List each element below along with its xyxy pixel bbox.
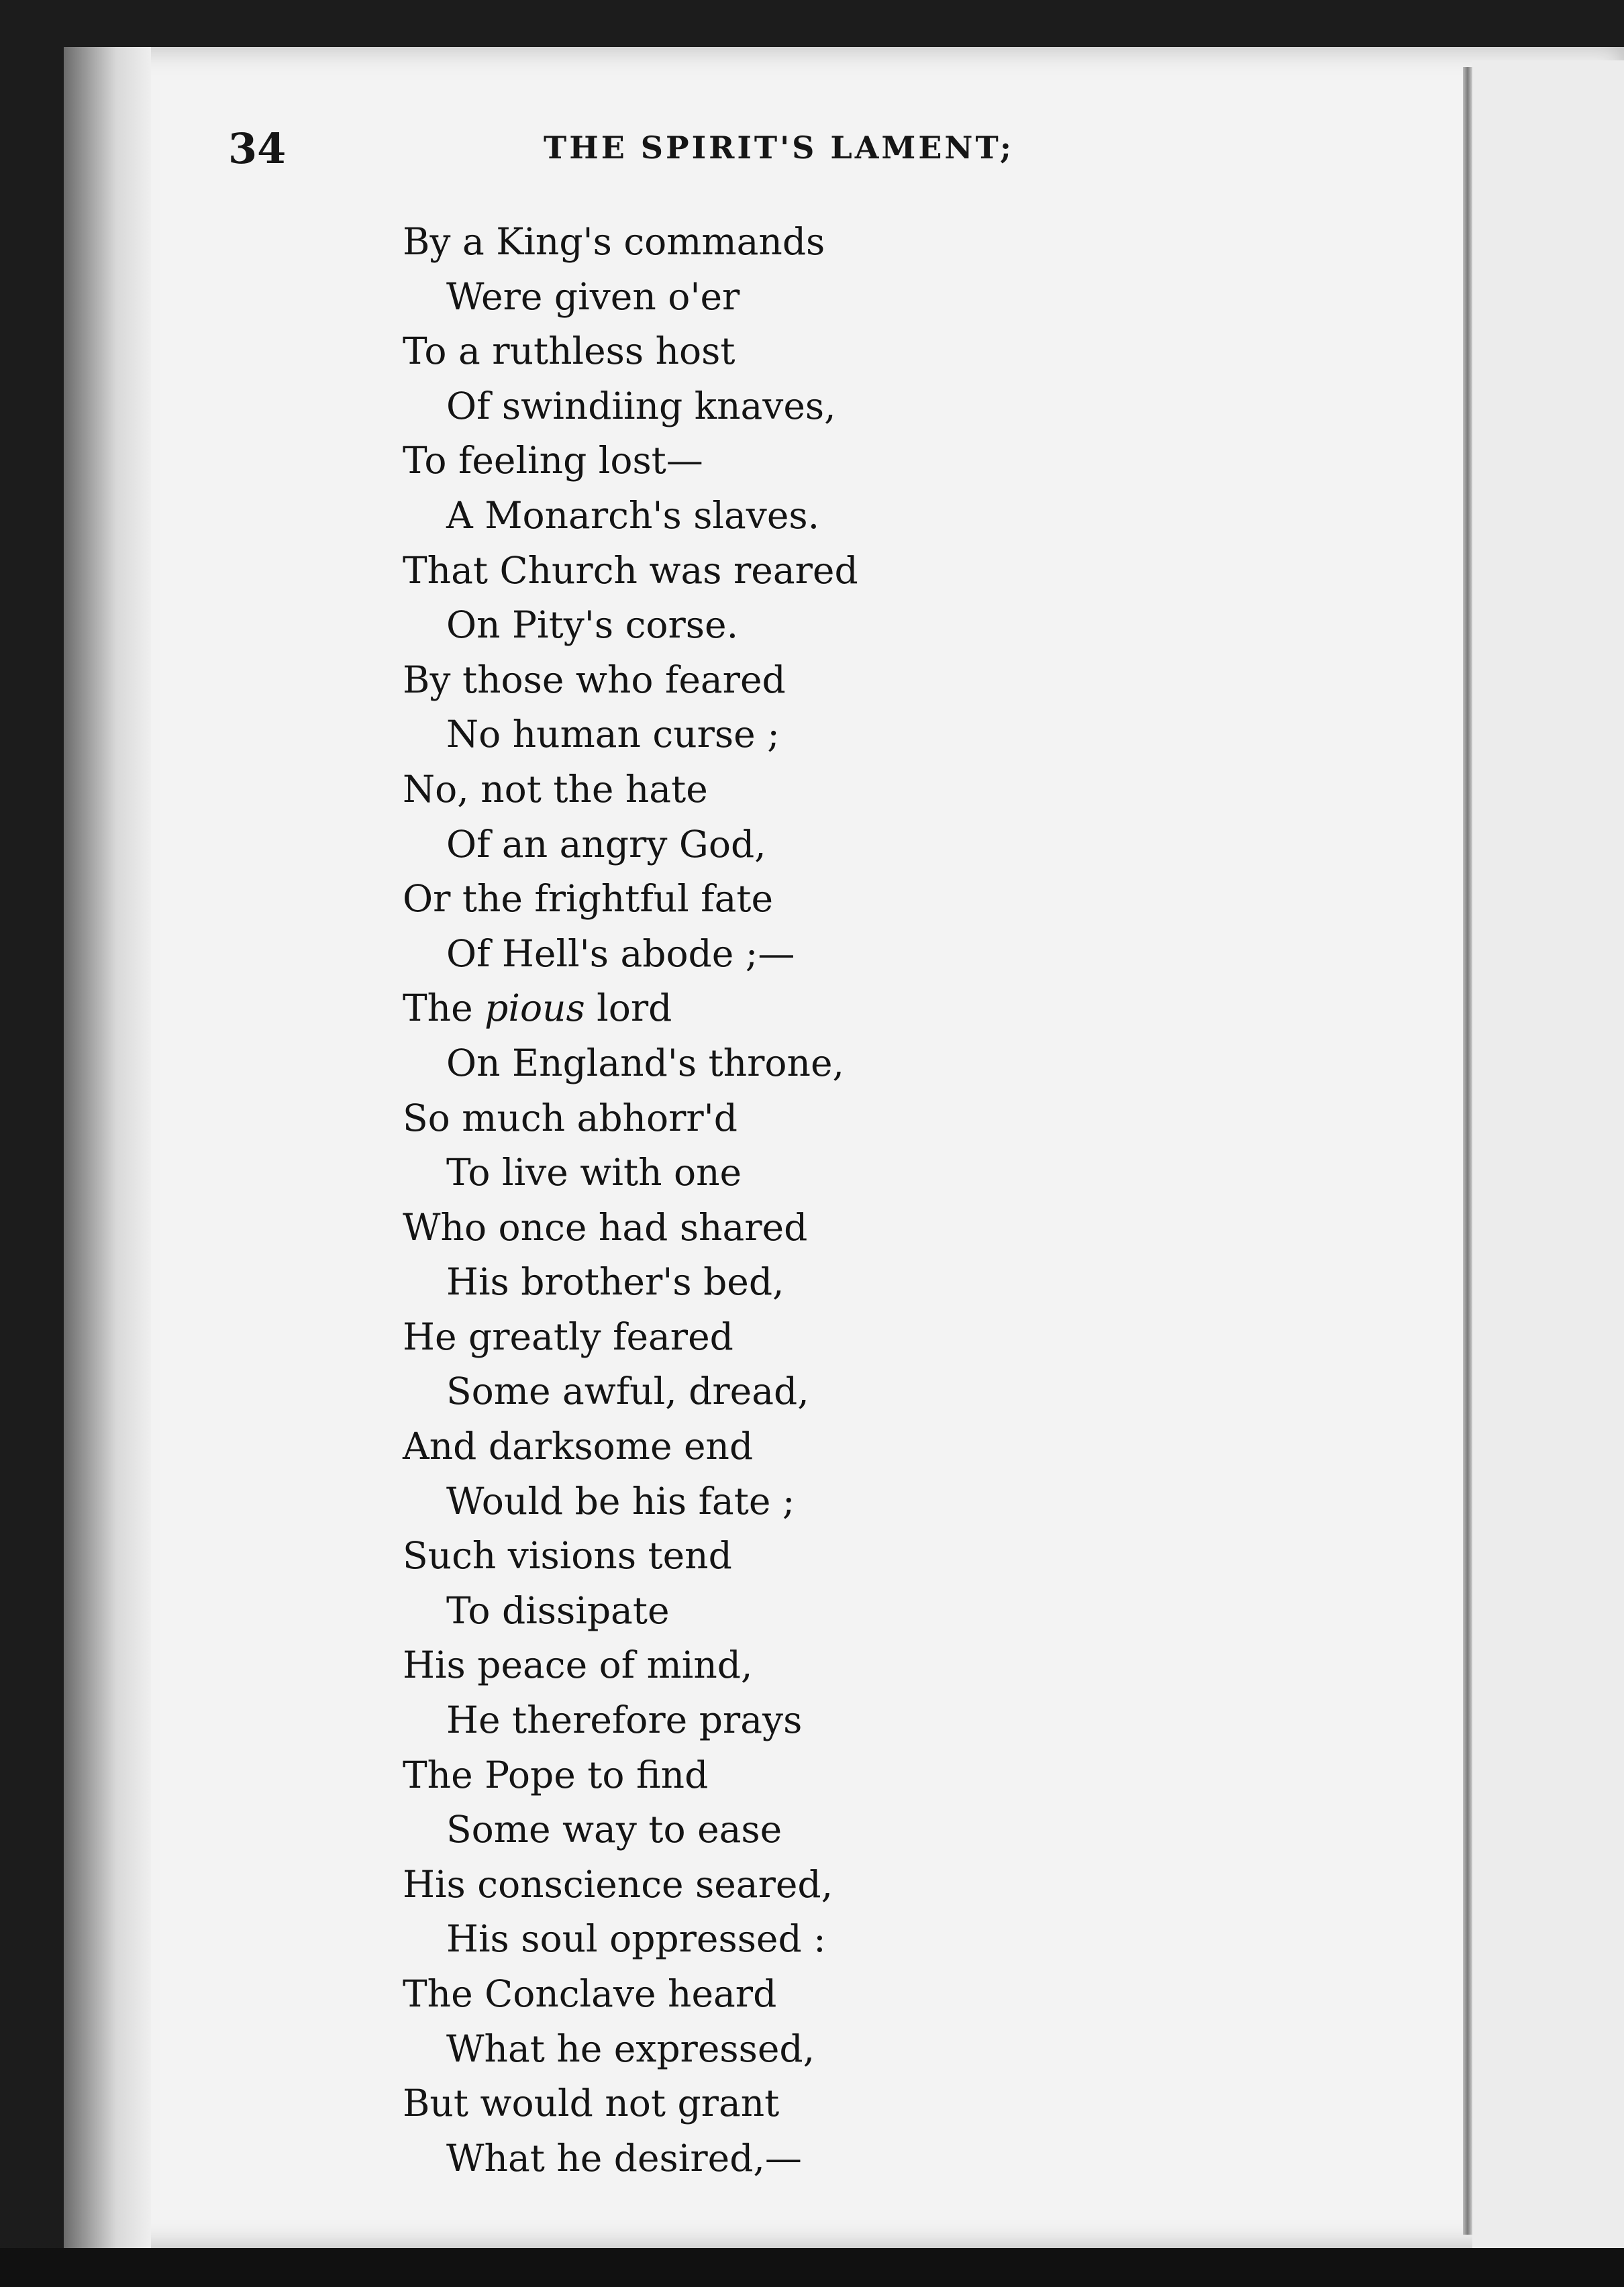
poem-line: Of swindiing knaves, xyxy=(446,384,836,427)
poem-line: What he desired,— xyxy=(446,2136,802,2180)
facing-page-strip xyxy=(1472,60,1624,2248)
poem-line: Of Hell's abode ;— xyxy=(446,931,795,975)
poem-line: By those who feared xyxy=(403,658,786,701)
poem-line: No, not the hate xyxy=(403,767,708,811)
poem-line: So much abhorr'd xyxy=(403,1096,738,1139)
poem-line: To live with one xyxy=(446,1151,742,1195)
poem-line: To feeling lost— xyxy=(403,439,703,482)
poem-line: Or the frightful fate xyxy=(403,877,774,921)
poem-line: The pious lord xyxy=(403,986,672,1030)
poem-line: By a King's commands xyxy=(403,220,825,263)
poem-line: And darksome end xyxy=(403,1425,754,1468)
poem-line: His peace of mind, xyxy=(403,1643,753,1687)
binding-gutter xyxy=(1463,67,1472,2235)
poem-line: That Church was reared xyxy=(403,548,858,592)
poem-line: On England's throne, xyxy=(446,1041,844,1084)
poem-line: The Pope to find xyxy=(403,1753,709,1796)
poem-line: His soul oppressed : xyxy=(446,1917,826,1961)
poem-line: Such visions tend xyxy=(403,1534,732,1578)
poem-line: But would not grant xyxy=(403,2082,780,2125)
poem-line: What he expressed, xyxy=(446,2027,815,2070)
poem-line: No human curse ; xyxy=(446,713,780,756)
poem-body xyxy=(403,215,1409,2186)
poem-line: To dissipate xyxy=(446,1588,670,1632)
page-edge-shadow xyxy=(64,47,151,2248)
poem-line: He therefore prays xyxy=(446,1698,803,1742)
page-number: 34 xyxy=(228,124,287,173)
poem-line: Were given o'er xyxy=(446,274,740,318)
running-head xyxy=(228,124,1369,178)
poem-line: The Conclave heard xyxy=(403,1972,777,2015)
poem-line: Would be his fate ; xyxy=(446,1479,795,1523)
poem-line: On Pity's corse. xyxy=(446,603,739,647)
poem-line: Who once had shared xyxy=(403,1205,808,1249)
page-title: THE SPIRIT'S LAMENT; xyxy=(544,130,1015,166)
poem-line: He greatly feared xyxy=(403,1315,733,1358)
poem-line: A Monarch's slaves. xyxy=(446,493,820,537)
poem-line: To a ruthless host xyxy=(403,329,735,373)
poem-line: Of an angry God, xyxy=(446,822,766,866)
italic-word: pious xyxy=(485,986,585,1030)
poem-line: Some awful, dread, xyxy=(446,1370,809,1413)
scan-bottom-edge xyxy=(0,2248,1624,2287)
poem-line: His conscience seared, xyxy=(403,1862,833,1906)
poem-line: His brother's bed, xyxy=(446,1260,784,1304)
poem-line: Some way to ease xyxy=(446,1808,782,1851)
